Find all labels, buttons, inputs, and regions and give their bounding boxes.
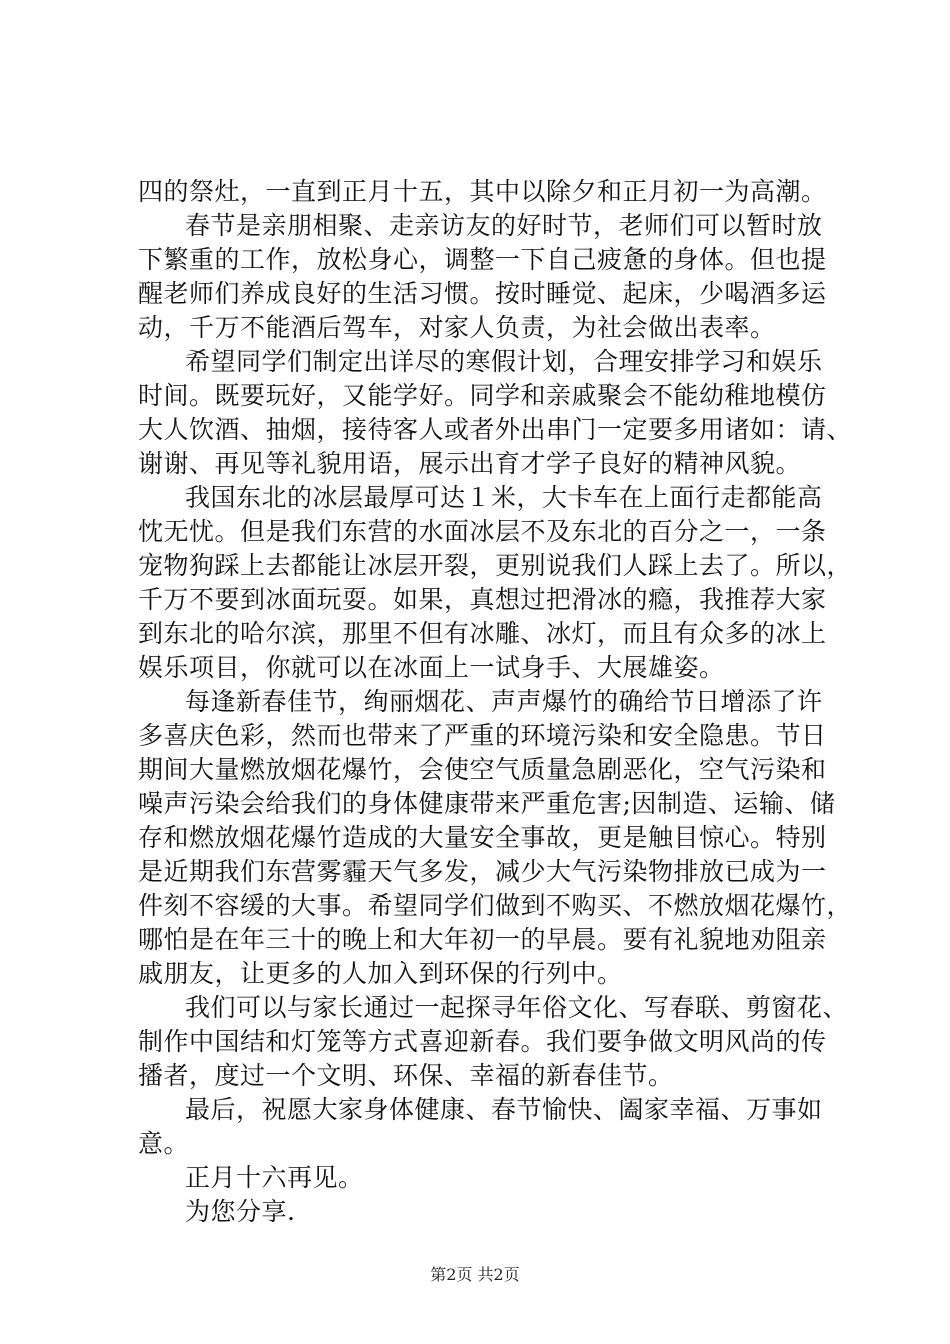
text-line: 下繁重的工作，放松身心，调整一下自己疲惫的身体。但也提 [138, 245, 827, 274]
text-line: 戚朋友，让更多的人加入到环保的行列中。 [138, 959, 623, 988]
text-line: 存和燃放烟花爆竹造成的大量安全事故，更是触目惊心。特别 [138, 823, 827, 852]
paragraph-first-line: 我国东北的冰层最厚可达１米，大卡车在上面行走都能高 [185, 483, 823, 512]
text-line: 是近期我们东营雾霾天气多发，减少大气污染物排放已成为一 [138, 857, 827, 886]
text-line: 谢谢、再见等礼貌用语，展示出育才学子良好的精神风貌。 [138, 449, 802, 478]
text-line: 娱乐项目，你就可以在冰面上一试身手、大展雄姿。 [138, 653, 725, 682]
text-line: 件刻不容缓的大事。希望同学们做到不购买、不燃放烟花爆竹， [138, 891, 853, 920]
text-line: 四的祭灶，一直到正月十五，其中以除夕和正月初一为高潮。 [138, 177, 827, 206]
text-line: 期间大量燃放烟花爆竹，会使空气质量急剧恶化，空气污染和 [138, 755, 827, 784]
paragraph-first-line: 为您分享. [185, 1197, 296, 1226]
text-line: 播者，度过一个文明、环保、幸福的新春佳节。 [138, 1061, 674, 1090]
text-line: 噪声污染会给我们的身体健康带来严重危害;因制造、运输、储 [138, 789, 836, 818]
text-line: 多喜庆色彩，然而也带来了严重的环境污染和安全隐患。节日 [138, 721, 827, 750]
page-number-label: 第2页 共2页 [430, 1265, 520, 1284]
text-line: 意。 [138, 1129, 190, 1158]
text-line: 醒老师们养成良好的生活习惯。按时睡觉、起床，少喝酒多运 [138, 279, 827, 308]
text-line: 大人饮酒、抽烟，接待客人或者外出串门一定要多用诸如：请、 [138, 415, 853, 444]
paragraph-first-line: 最后，祝愿大家身体健康、春节愉快、阖家幸福、万事如 [185, 1095, 823, 1124]
text-line: 制作中国结和灯笼等方式喜迎新春。我们要争做文明风尚的传 [138, 1027, 827, 1056]
paragraph-first-line: 每逢新春佳节，绚丽烟花、声声爆竹的确给节日增添了许 [185, 687, 823, 716]
text-line: 动，千万不能酒后驾车，对家人负责，为社会做出表率。 [138, 313, 776, 342]
text-line: 哪怕是在年三十的晚上和大年初一的早晨。要有礼貌地劝阻亲 [138, 925, 827, 954]
document-body [138, 175, 853, 1229]
text-line: 千万不要到冰面玩耍。如果，真想过把滑冰的瘾，我推荐大家 [138, 585, 827, 614]
text-line: 时间。既要玩好，又能学好。同学和亲戚聚会不能幼稚地模仿 [138, 381, 827, 410]
paragraph-first-line: 春节是亲朋相聚、走亲访友的好时节，老师们可以暂时放 [185, 211, 823, 240]
paragraph-first-line: 希望同学们制定出详尽的寒假计划，合理安排学习和娱乐 [185, 347, 823, 376]
text-line: 到东北的哈尔滨，那里不但有冰雕、冰灯，而且有众多的冰上 [138, 619, 827, 648]
text-line: 忱无忧。但是我们东营的水面冰层不及东北的百分之一，一条 [138, 517, 827, 546]
paragraph-first-line: 正月十六再见。 [185, 1163, 364, 1192]
page-footer [0, 1265, 950, 1285]
text-line: 宠物狗踩上去都能让冰层开裂，更别说我们人踩上去了。所以， [138, 551, 853, 580]
paragraph-first-line: 我们可以与家长通过一起探寻年俗文化、写春联、剪窗花、 [185, 993, 849, 1022]
